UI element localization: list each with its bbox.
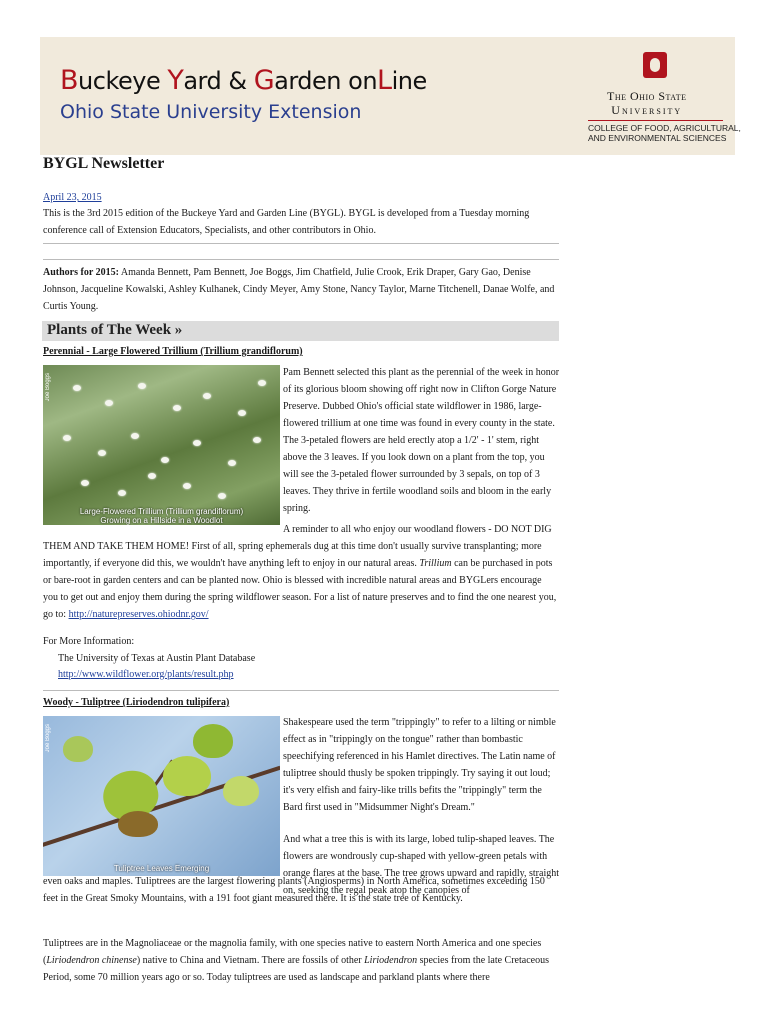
more-info-label: For More Information: <box>43 636 135 647</box>
osu-logo-icon[interactable] <box>643 52 667 78</box>
title-cap-y: Y <box>167 65 184 96</box>
woody-heading: Woody - Tuliptree (Liriodendron tulipifera) <box>43 697 230 708</box>
nature-preserves-link[interactable]: http://naturepreserves.ohiodnr.gov/ <box>68 609 209 620</box>
perennial-body <box>43 521 558 623</box>
photo-caption-1: Large-Flowered Trillium (Trillium grandiflorum) <box>79 507 244 516</box>
site-title[interactable] <box>60 65 427 96</box>
title-cap-b: B <box>60 65 79 96</box>
perennial-body-text-2: can be purchased in pots or bare-root in garden centers and can be planted now. Ohio is blessed with incredible natural areas and BYGLers encourage you to get out and enjoy them during the spring wildflower season. For a list of nature preserves and to find the one nearest you, go to: <box>43 558 557 620</box>
woody-side-paragraph-1: Shakespeare used the term "trippingly" to refer to a lilting or nimble effect as in "trippingly on the tongue" rather than bombastic speechifying referenced in his Hamlet directives. The Latin name of tuliptree should thusly be spoken trippingly. Try saying it out loud; it's very elfish and fairy-like trills befits the "trippingly" term the Bard first used in "Midsummer Night's Dream." <box>283 717 556 813</box>
woody-body-2-c: species from the late Cretaceous Period, some 70 million years ago or so. Today tuliptrees are used as landscape and parkland plants where there <box>43 955 549 983</box>
site-subtitle: Ohio State University Extension <box>60 101 362 123</box>
photo-credit: Joe Boggs <box>45 724 51 753</box>
plant-database-name: The University of Texas at Austin Plant Database <box>58 653 256 664</box>
header-banner <box>40 37 741 155</box>
title-cap-l: L <box>377 65 392 96</box>
woody-body-2-b: ) native to China and Vietnam. There are fossils of other <box>136 955 365 966</box>
date-link[interactable]: April 23, 2015 <box>43 192 102 203</box>
college-line-1: COLLEGE OF FOOD, AGRICULTURAL, <box>588 123 741 133</box>
authors-label: Authors for 2015: <box>43 267 119 278</box>
title-cap-g: G <box>253 65 275 96</box>
osu-line-2: University <box>611 103 683 117</box>
osu-divider <box>588 120 723 121</box>
divider <box>43 690 559 691</box>
college-line-2: AND ENVIRONMENTAL SCIENCES <box>588 133 727 143</box>
perennial-body-italic: Trillium <box>419 558 452 569</box>
photo-caption-2: Growing on a Hillside in a Woodlot <box>100 516 223 525</box>
trillium-photo <box>43 365 280 525</box>
woody-body-2-italic-2: Liriodendron <box>364 955 418 966</box>
college-name <box>588 123 741 143</box>
authors-names: Amanda Bennett, Pam Bennett, Joe Boggs, Jim Chatfield, Julie Crook, Erik Draper, Gary Gao, Denise Johnson, Jacqueline Kowalski, Ashley Kulhanek, Cindy Meyer, Amy Stone, Nancy Taylor, Marne Titchenell, Danae Wolfe, and Curtis Young. <box>43 267 555 312</box>
woody-body-2-italic-1: Liriodendron chinense <box>46 955 137 966</box>
woody-body-2-a: Tuliptrees are in the Magnoliaceae or the magnolia family, with one species native to eastern North America and one species ( <box>43 938 542 966</box>
title-part-2: ard & <box>183 67 254 95</box>
divider <box>43 259 559 260</box>
authors-paragraph <box>43 264 558 315</box>
photo-credit: Joe Boggs <box>45 373 51 402</box>
section-header[interactable] <box>42 321 559 341</box>
woody-body-2 <box>43 935 558 986</box>
perennial-heading: Perennial - Large Flowered Trillium (Trillium grandiflorum) <box>43 346 303 357</box>
intro-paragraph: This is the 3rd 2015 edition of the Buckeye Yard and Garden Line (BYGL). BYGL is developed from a Tuesday morning conference call of Extension Educators, Specialists, and other contributors in Ohio. <box>43 208 530 236</box>
photo-caption: Tuliptree Leaves Emerging <box>113 864 210 873</box>
osu-wordmark <box>607 89 686 117</box>
woody-body-1: even oaks and maples. Tuliptrees are the largest flowering plants (Angiosperms) in North America, sometimes exceeding 150 feet in the Great Smoky Mountains, with a 191 foot giant measured there. It is the state tree of Kentucky. <box>43 876 545 904</box>
woody-side-paragraph-2: And what a tree this is with its large, lobed tulip-shaped leaves. The flowers are wondrously cup-shaped with yellow-green petals with orange flares at the base. The tree grows upward and rapidly, straight on, seeking the regal peak atop the canopies of <box>283 834 560 896</box>
tuliptree-photo <box>43 716 280 876</box>
title-part-1: uckeye <box>78 67 168 95</box>
divider <box>43 243 559 244</box>
osu-line-1: The Ohio State <box>607 89 687 103</box>
perennial-side-text: Pam Bennett selected this plant as the perennial of the week in honor of its glorious bloom showing off right now in Clifton Gorge Nature Preserve. Dubbed Ohio's official state wildflower in 1986, large-flowered trillium at one time was found in every county in the state. The 3-petaled flowers are held erectly atop a 1/2' - 1' stem, right above the 3 leaves. If you look down on a plant from the top, you will see the 3-petaled flower surrounded by 3 sepals, on top of 3 leaves. They thrive in fertile woodland soils and bloom in the early spring. <box>283 367 560 514</box>
perennial-body-text-1: A reminder to all who enjoy our woodland flowers - DO NOT DIG THEM AND TAKE THEM HOME! First of all, spring ephemerals dug at this time don't usually survive transplanting; more importantly, if everyone did this, we wouldn't have anything left to enjoy in our natural areas. <box>43 524 552 569</box>
title-part-3: arden on <box>274 67 378 95</box>
newsletter-title: BYGL Newsletter <box>43 155 165 172</box>
title-part-4: ine <box>391 67 427 95</box>
plant-database-link[interactable]: http://www.wildflower.org/plants/result.php <box>58 669 234 680</box>
woody-side-text <box>283 714 561 899</box>
section-title: Plants of The Week » <box>47 322 183 338</box>
